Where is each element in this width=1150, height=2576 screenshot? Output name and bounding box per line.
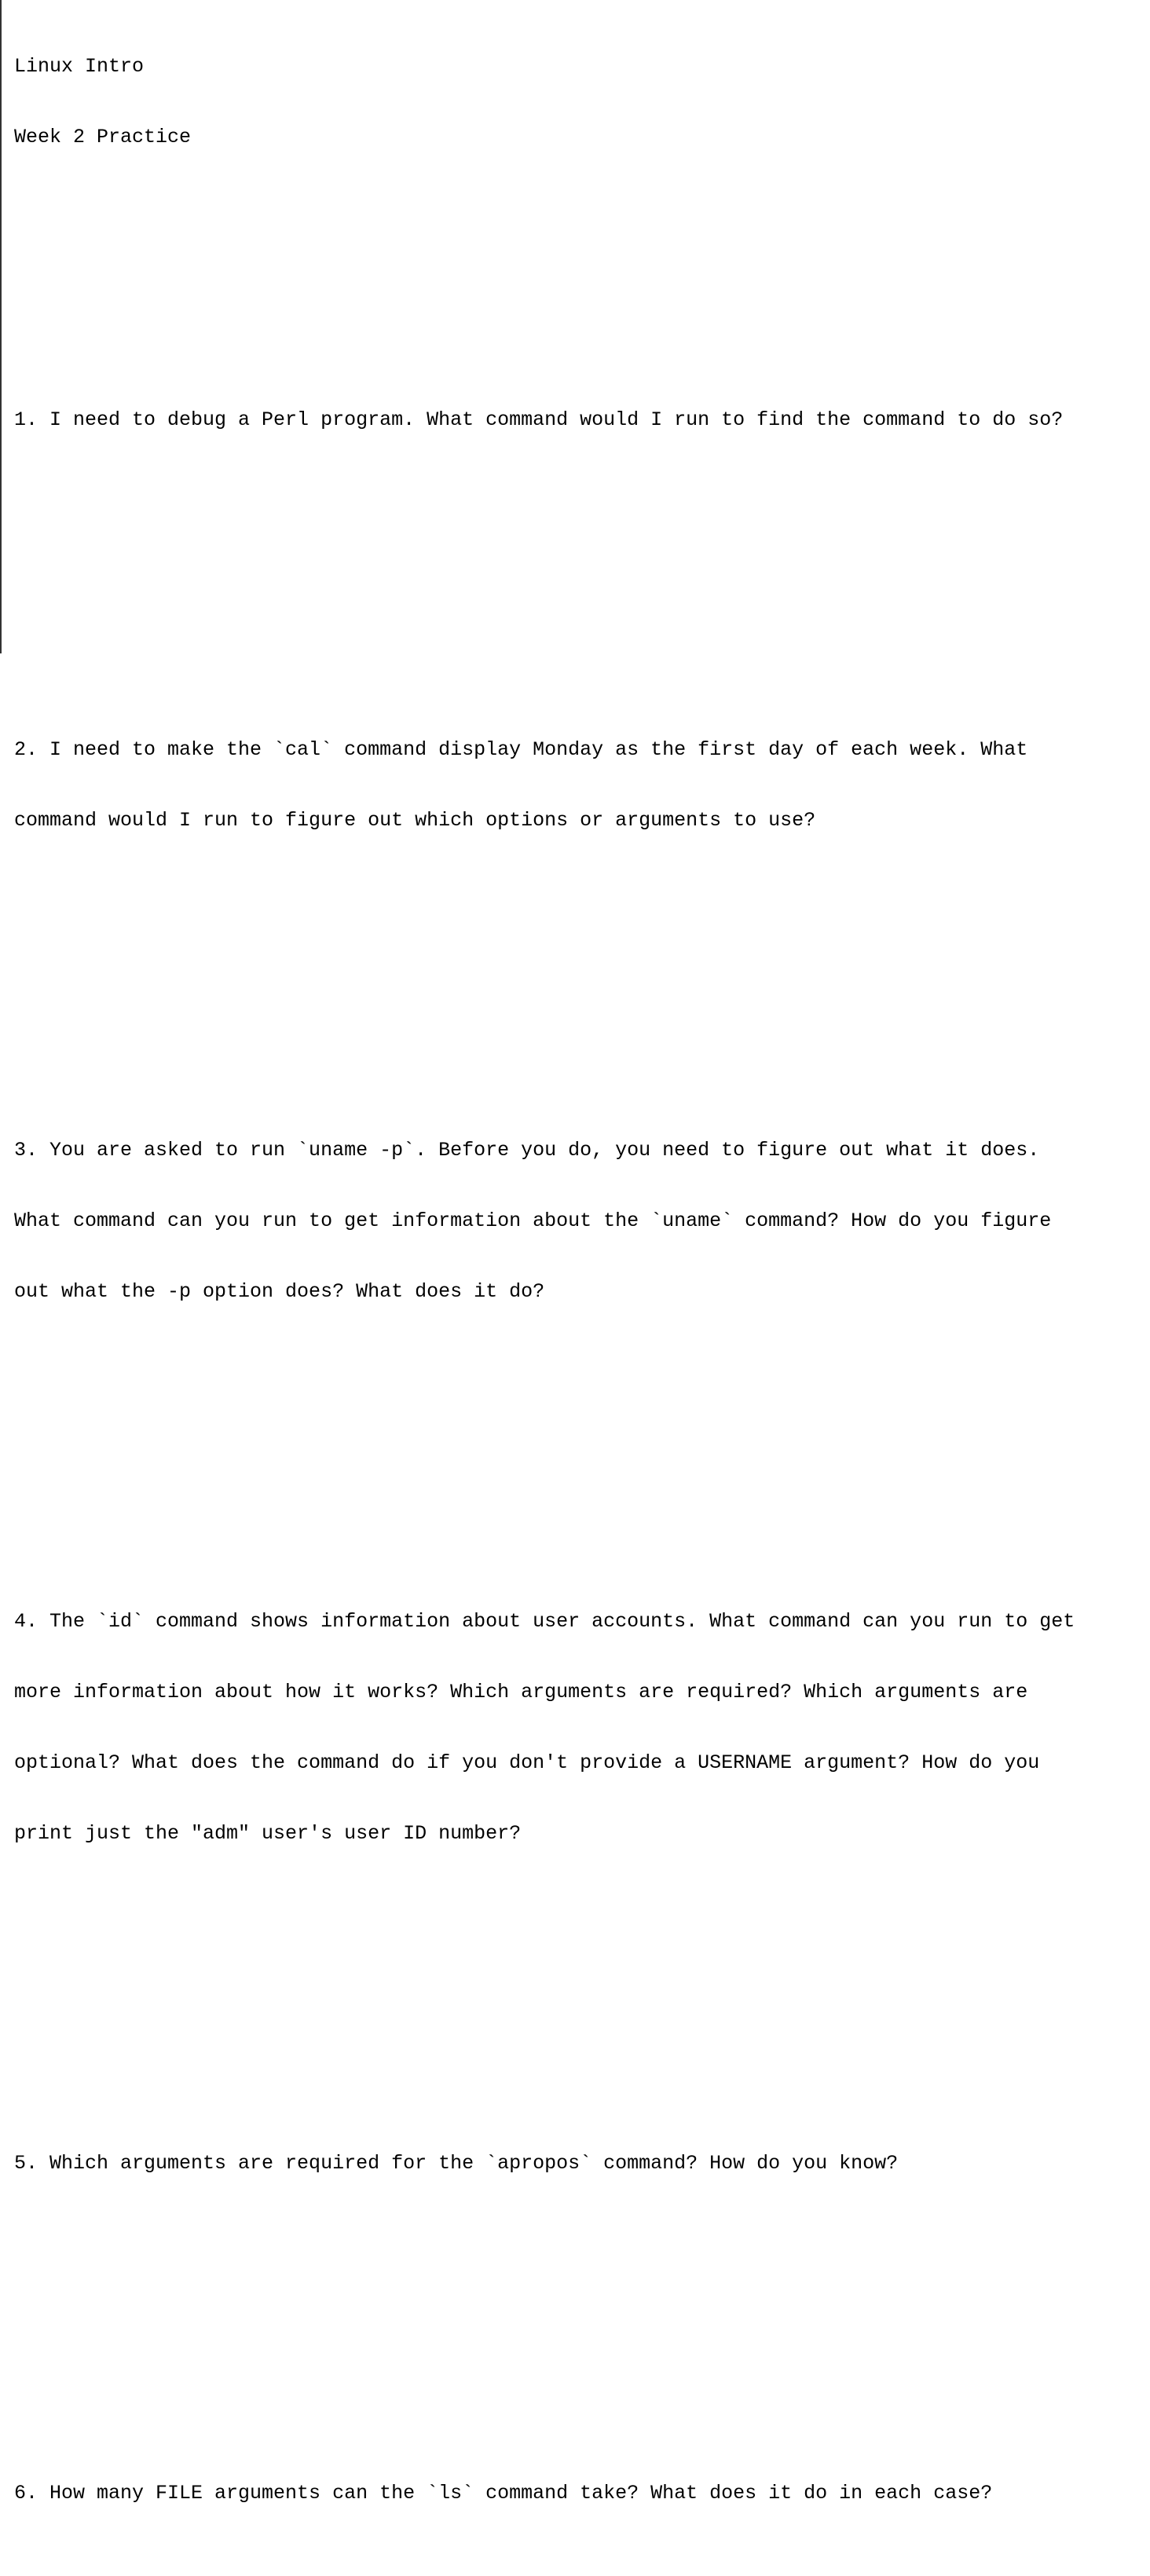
- question-5: [14, 2105, 1137, 2223]
- left-border: [0, 0, 2, 653]
- spacer: [14, 1940, 1137, 1963]
- spacer: [14, 267, 1137, 291]
- question-line: out what the -p option does? What does it do?: [14, 1280, 545, 1303]
- spacer: [14, 597, 1137, 620]
- spacer: [14, 997, 1137, 1021]
- question-3: [14, 1092, 1137, 1351]
- spacer: [14, 1469, 1137, 1492]
- course-title: Linux Intro: [14, 55, 145, 78]
- question-line: optional? What does the command do if you don't provide a USERNAME argument? How do you: [14, 1751, 1040, 1774]
- spacer: [14, 2011, 1137, 2034]
- question-line: print just the "adm" user's user ID number?: [14, 1822, 522, 1845]
- question-line: command would I run to figure out which options or arguments to use?: [14, 809, 816, 832]
- question-line: 4. The `id` command shows information about user accounts. What command can you run to get: [14, 1610, 1075, 1633]
- spacer: [14, 196, 1137, 220]
- question-4: [14, 1563, 1137, 1893]
- question-6: [14, 2435, 1137, 2552]
- question-line: 1. I need to debug a Perl program. What command would I run to find the command to do so?: [14, 408, 1064, 431]
- question-line: What command can you run to get information about the `uname` command? How do you figure: [14, 1209, 1052, 1232]
- question-2: [14, 691, 1137, 880]
- question-line: 3. You are asked to run `uname -p`. Before you do, you need to figure out what it does.: [14, 1139, 1040, 1162]
- document-body: [14, 8, 1137, 2576]
- spacer: [14, 1398, 1137, 1422]
- question-line: 2. I need to make the `cal` command display Monday as the first day of each week. What: [14, 738, 1028, 761]
- question-line: more information about how it works? Which arguments are required? Which arguments are: [14, 1681, 1028, 1703]
- spacer: [14, 927, 1137, 950]
- question-1: [14, 361, 1137, 479]
- question-line: 5. Which arguments are required for the `apropos` command? How do you know?: [14, 2152, 899, 2175]
- spacer: [14, 2270, 1137, 2293]
- spacer: [14, 2340, 1137, 2364]
- week-title: Week 2 Practice: [14, 126, 192, 148]
- spacer: [14, 526, 1137, 550]
- question-line: 6. How many FILE arguments can the `ls` command take? What does it do in each case?: [14, 2482, 993, 2505]
